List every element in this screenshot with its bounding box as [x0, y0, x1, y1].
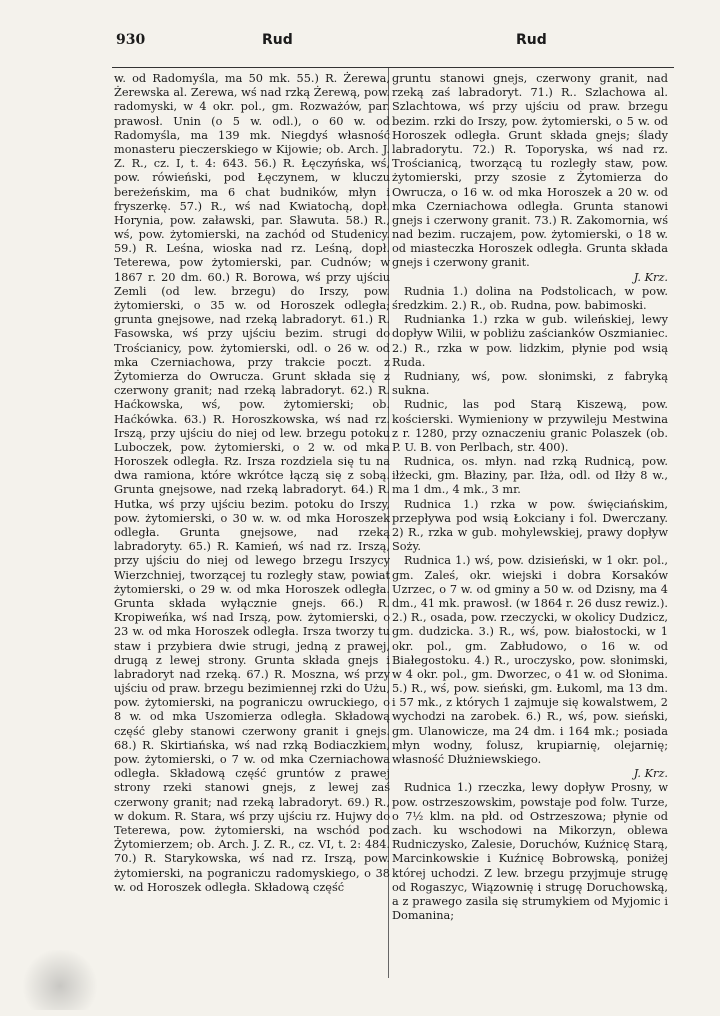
entry-paragraph: Rudnianka 1.) rzka w gub. wileńskiej, lewy dopływ Wilii, w pobliżu zaścianków Oszmianiec. 2.) R., rzka w pow. lidzkim, płynie pod wsią Ruda.: [392, 313, 668, 369]
entry-paragraph: Rudnica, os. młyn. nad rzką Rudnicą, pow. iłżecki, gm. Błaziny, par. Iłża, odl. od Iłży 8 w., ma 1 dm., 4 mk., 3 mr.: [392, 455, 668, 497]
entry-paragraph: Rudnic, las pod Starą Kiszewą, pow. kościerski. Wymieniony w przywileju Mestwina z r. 1280, przy oznaczeniu granic Polaszek (ob. P. U. B. von Perlbach, str. 400).: [392, 398, 668, 454]
right-running-head: Rud: [516, 32, 547, 48]
left-running-head: Rud: [262, 32, 293, 48]
right-column: [392, 72, 668, 923]
left-column-text: w. od Radomyśla, ma 50 mk. 55.) R. Żerewa, Żerewska al. Zerewa, wś nad rzką Żerewą, pow. radomyski, w 4 okr. pol., gm. Rozważów, par. prawosł. Unin (o 5 w. odl.), o 60 w. od Radomyśla, ma 139 mk. Niegdyś własność monasteru pieczerskiego w Kijowie; ob. Arch. J. Z. R., cz. I, t. 4: 643. 56.) R. Łęczyńska, wś, pow. rówieński, pod Łęczynem, w kluczu bereżeńskim, ma 6 chat budników, młyn i fryszerkę. 57.) R., wś nad Kwiatochą, dopł. Horynia, pow. załawski, par. Sławuta. 58.) R., wś, pow. żytomierski, na zachód od Studenicy. 59.) R. Leśna, wioska nad rz. Leśną, dopł. Teterewa, pow żytomierski, par. Cudnów; w 1867 r. 20 dm. 60.) R. Borowa, wś przy ujściu Zemli (od lew. brzegu) do Irszy, pow. żytomierski, o 35 w. od Horoszek odległa; grunta gnejsowe, nad rzeką labradoryt. 61.) R. Fasowska, wś przy ujściu bezim. strugi do Trościanicy, pow. żytomierski, odl. o 26 w. od mka Czerniachowa, przy trakcie poczt. z Żytomierza do Owrucza. Grunt składa się z czerwony granit; nad rzeką labradoryt. 62.) R. Haćkowska, wś, pow. żytomierski; ob. Haćkówka. 63.) R. Horoszkowska, wś nad rz. Irszą, przy ujściu do niej od lew. brzegu potoku Luboczek, pow. żytomierski, o 2 w. od mka Horoszek odległa. Rz. Irsza rozdziela się tu na dwa ramiona, które wkrótce łączą się z sobą. Grunta gnejsowe, nad rzeką labradoryt. 64.) R. Hutka, wś przy ujściu bezim. potoku do Irszy, pow. żytomierski, o 30 w. w. od mka Horoszek odległa. Grunta gnejsowe, nad rzeką labradoryty. 65.) R. Kamień, wś nad rz. Irszą, przy ujściu do niej od lewego brzegu Irszycy Wierzchniej, tworzącej tu rozległy staw, powiat żytomierski, o 29 w. od mka Horoszek odległa. Grunta składa wyłącznie gnejs. 66.) R. Kropiweńka, wś nad Irszą, pow. żytomierski, o 23 w. od mka Horoszek odległa. Irsza tworzy tu staw i przybiera dwie strugi, jedną z prawej, drugą z lewej strony. Grunta składa gnejs i labradoryt nad rzeką. 67.) R. Moszna, wś przy ujściu od praw. brzegu bezimiennej rzki do Użu, pow. żytomierski, na pograniczu owruckiego, o 8 w. od mka Uszomierza odległa. Składową część gleby stanowi czerwony granit i gnejs. 68.) R. Skirtiańska, wś nad rzką Bodiaczkiem, pow. żytomierski, o 7 w. od mka Czerniachowa odległa. Składową część gruntów z prawej strony rzeki stanowi gnejs, z lewej zaś czerwony granit; nad rzeką labradoryt. 69.) R., w dokum. R. Stara, wś przy ujściu rz. Hujwy do Teterewa, pow. żytomierski, na wschód pod Żytomierzem; ob. Arch. J. Z. R., cz. VI, t. 2: 484. 70.) R. Starykowska, wś nad rz. Irszą, pow. żytomierski, na pograniczu radomyskiego, o 38 w. od Horoszek odległa. Składową część: [114, 72, 390, 894]
entry-paragraph: Rudniany, wś, pow. słonimski, z fabryką sukna.: [392, 369, 668, 398]
page-number: 930: [116, 32, 146, 48]
entry-paragraph: gruntu stanowi gnejs, czerwony granit, nad rzeką zaś labradoryt. 71.) R.. Szlachowa al. Szlachtowa, wś przy ujściu od praw. brzegu bezim. rzki do Irszy, pow. żytomierski, o 5 w. od Horoszek odległa. Grunt składa gnejs; ślady labradorytu. 72.) R. Toporyska, wś nad rz. Trościanicą, tworzącą tu rozległy staw, pow. żytomierski, przy szosie z Żytomierza do Owrucza, o 16 w. od mka Horoszek a 20 w. od mka Czerniachowa odległa. Grunta stanowi gnejs i czerwony granit. 73.) R. Zakomornia, wś nad bezim. ruczajem, pow. żytomierski, o 18 w. od miasteczka Horoszek odległa. Grunta składa gnejs i czerwony granit.: [392, 72, 668, 270]
entry-paragraph: Rudnia 1.) dolina na Podstolicach, w pow. średzkim. 2.) R., ob. Rudna, pow. babimoski.: [392, 284, 668, 312]
running-header: [0, 28, 720, 52]
header-rule: [112, 67, 674, 68]
scan-smudge: [20, 950, 100, 1010]
author-signature: J. Krz.: [633, 767, 668, 781]
author-signature: J. Krz.: [633, 270, 668, 284]
entry-paragraph: Rudnica 1.) wś, pow. dzisieński, w 1 okr. pol., gm. Zaleś, okr. wiejski i dobra Korsaków Uzrzec, o 7 w. od gminy a 50 w. od Dzisny, ma 4 dm., 41 mk. prawosł. (w 1864 r. 26 dusz rewiz.). 2.) R., osada, pow. rzeczycki, w okolicy Dudzicz, gm. dudzicka. 3.) R., wś, pow. białostocki, w 1 okr. pol., gm. Zabłudowo, o 16 w. od Białegostoku. 4.) R., uroczysko, pow. słonimski, w 4 okr. pol., gm. Dworzec, o 41 w. od Słonima. 5.) R., wś, pow. sieński, gm. Łukoml, ma 13 dm. i 57 mk., z których 1 zajmuje się kowalstwem, 2 wychodzi na zarobek. 6.) R., wś, pow. sieński, gm. Ulanowicze, ma 24 dm. i 164 mk.; posiada młyn wodny, folusz, krupiarnię, olejarnię; własność Dłużniewskiego.: [392, 554, 668, 766]
entry-paragraph: Rudnica 1.) rzeczka, lewy dopływ Prosny, w pow. ostrzeszowskim, powstaje pod folw. Turze, o 7½ klm. na płd. od Ostrzeszowa; płynie od zach. ku wschodowi na Mikorzyn, oblewa Rudniczysko, Zalesie, Doruchów, Kuźnicę Starą, Marcinkowskie i Kuźnicę Bobrowską, poniżej której uchodzi. Z lew. brzegu przyjmuje strugę od Rogaszyc, Wiązownię i strugę Doruchowską, a z prawego zasila się strumykiem od Myjomic i Domanina;: [392, 781, 668, 923]
left-column: [114, 72, 390, 895]
entry-paragraph: Rudnica 1.) rzka w pow. święciańskim, przepływa pod wsią Łokciany i fol. Dwerczany. 2) R., rzka w gub. mohylewskiej, prawy dopływ Soży.: [392, 497, 668, 554]
